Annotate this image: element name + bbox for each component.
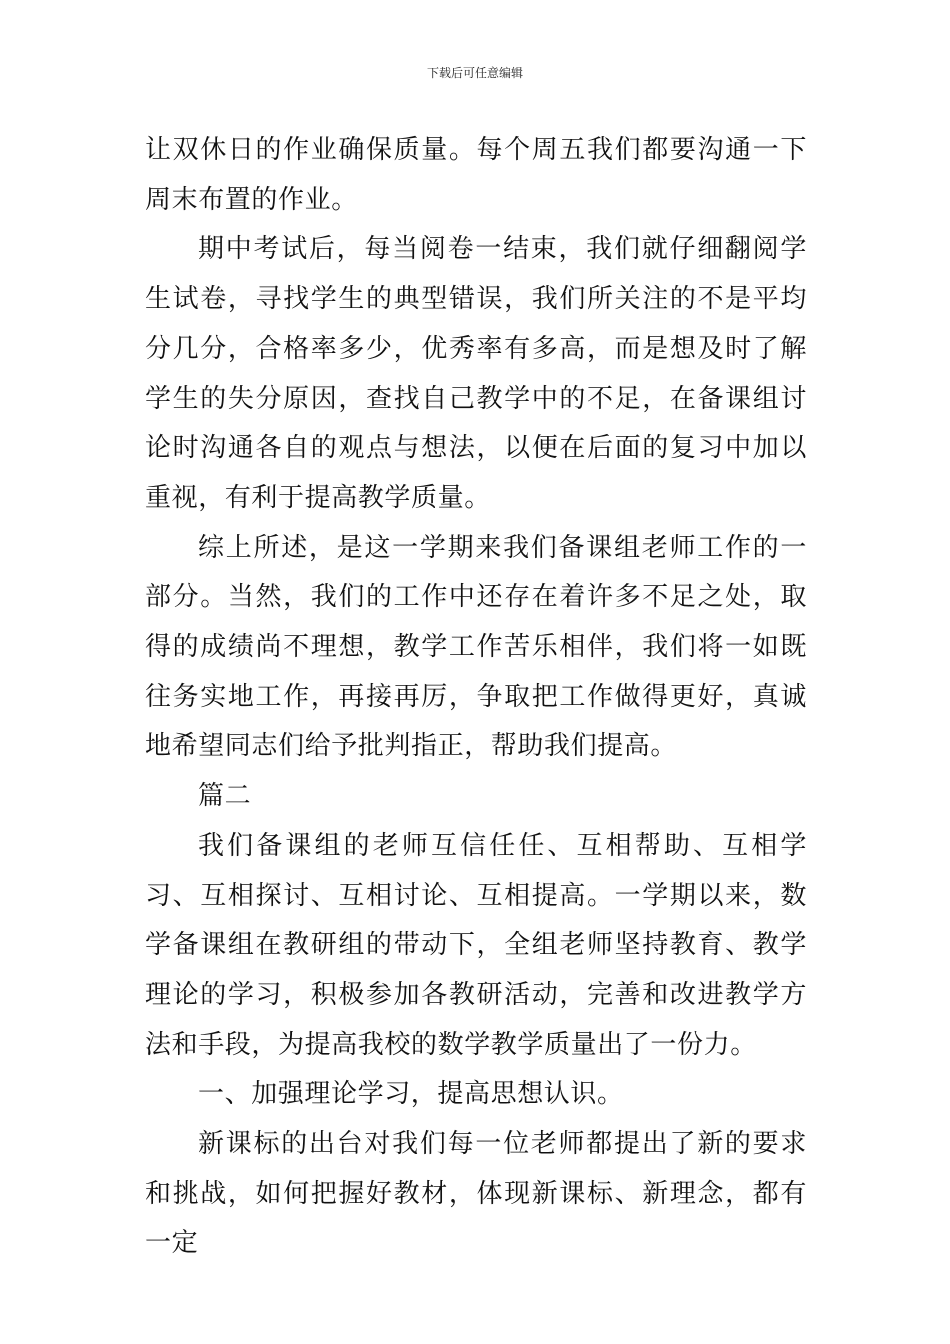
page-header-note: 下载后可任意编辑 (426, 66, 523, 80)
document-body (145, 126, 807, 1269)
paragraph-new-curriculum: 新课标的出台对我们每一位老师都提出了新的要求和挑战，如何把握好教材，体现新课标、新理念，都有一定 (145, 1129, 807, 1259)
paragraph-continuation: 让双休日的作业确保质量。每个周五我们都要沟通一下周末布置的作业。 (145, 135, 807, 215)
subheading-theory-study: 一、加强理论学习，提高思想认识。 (198, 1079, 624, 1110)
section-heading-part-two: 篇二 (198, 781, 252, 812)
paragraph-summary: 综上所述，是这一学期来我们备课组老师工作的一部分。当然，我们的工作中还存在着许多不足之处，取得的成绩尚不理想，教学工作苦乐相伴，我们将一如既往务实地工作，再接再厉，争取把工作做得更好，真诚地希望同志们给予批判指正，帮助我们提高。 (145, 532, 807, 762)
paragraph-team-intro: 我们备课组的老师互信任任、互相帮助、互相学习、互相探讨、互相讨论、互相提高。一学期以来，数学备课组在教研组的带动下，全组老师坚持教育、教学理论的学习，积极参加各教研活动，完善和改进教学方法和手段，为提高我校的数学教学质量出了一份力。 (145, 830, 807, 1060)
paragraph-midterm-review: 期中考试后，每当阅卷一结束，我们就仔细翻阅学生试卷，寻找学生的典型错误，我们所关注的不是平均分几分，合格率多少，优秀率有多高，而是想及时了解学生的失分原因，查找自己教学中的不足，在备课组讨论时沟通各自的观点与想法，以便在后面的复习中加以重视，有利于提高教学质量。 (145, 234, 807, 513)
